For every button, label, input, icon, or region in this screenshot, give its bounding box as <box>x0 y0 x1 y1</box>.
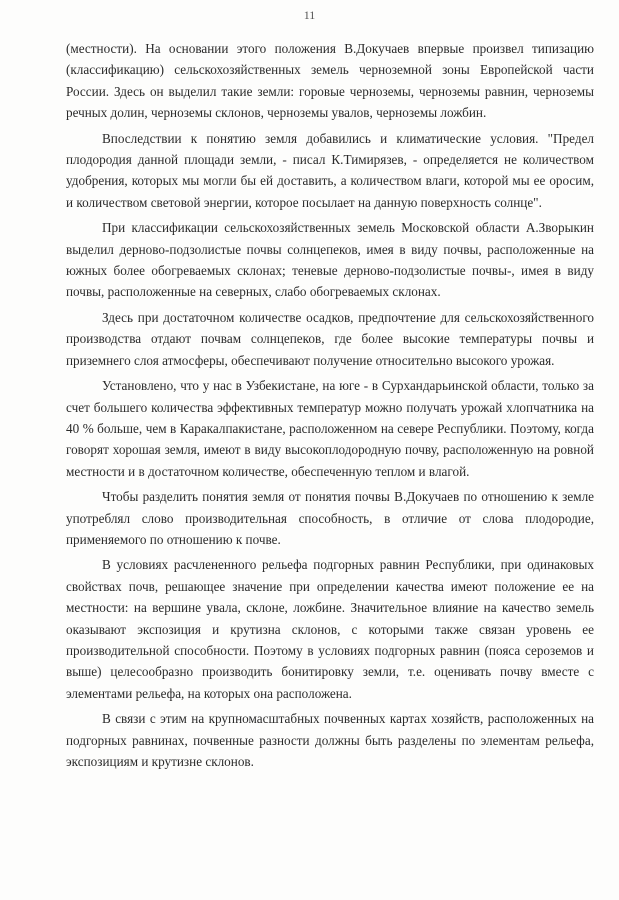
paragraph: В связи с этим на крупномасштабных почвенных картах хозяйств, расположенных на подгорных равнинах, почвенные разности должны быть разделены по элементам рельефа, экспозициям и крутизне склонов. <box>66 711 594 769</box>
page-number: 11 <box>303 8 316 22</box>
paragraph: Установлено, что у нас в Узбекистане, на юге - в Сурхандарьинской области, только за счет большего количества эффективных температур можно получать урожай хлопчатника на 40 % больше, чем в Каракалпакистане, расположенном на севере Республики. Поэтому, когда говорят хорошая земля, имеют в виду высокоплодородную почву, расположенную на ровной местности и в достаточном количестве, обеспеченную теплом и влагой. <box>66 378 594 479</box>
paragraph: (местности). На основании этого положения В.Докучаев впервые произвел типизацию (классификацию) сельскохозяйственных земель черноземной зоны Европейской части России. Здесь он выделил такие земли: горовые черноземы, черноземы равнин, черноземы речных долин, черноземы склонов, черноземы увалов, черноземы ложбин. <box>66 41 594 121</box>
paragraph: Чтобы разделить понятия земля от понятия почвы В.Докучаев по отношению к земле употреблял слово производительная способность, в отличие от слова плодородие, применяемого по отношению к почве. <box>66 489 594 547</box>
paragraph: В условиях расчлененного рельефа подгорных равнин Республики, при одинаковых свойствах почв, решающее значение при определении качества имеют положение ее на местности: на вершине увала, склоне, ложбине. Значительное влияние на качество земель оказывают экспозиция и крутизна склонов, с которыми также связан уровень ее производительной способности. Поэтому в условиях подгорных равнин (пояса сероземов и выше) целесообразно производить бонитировку земли, т.е. оценивать почву вместе с элементами рельефа, на которых она расположена. <box>66 557 594 701</box>
paragraph: Впоследствии к понятию земля добавились и климатические условия. "Предел плодородия данной площади земли, - писал К.Тимирязев, - определяется не количеством удобрения, которых мы могли бы ей доставить, а количеством влаги, которой мы ее оросим, и количеством световой энергии, которое посылает на данную поверхность солнце". <box>66 130 594 210</box>
body-text <box>66 38 594 772</box>
paragraph: При классификации сельскохозяйственных земель Московской области А.Зворыкин выделил дерново-подзолистые почвы солнцепеков, имея в виду почвы, расположенные на южных более обогреваемых склонах; теневые дерново-подзолистые почвы-, имея в виду почвы, расположенные на северных, слабо обогреваемых склонах. <box>66 220 594 300</box>
paragraph: Здесь при достаточном количестве осадков, предпочтение для сельскохозяйственного производства отдают почвам солнцепеков, где более высокие температуры почвы и приземнего слоя атмосферы, обеспечивают получение относительно высокого урожая. <box>66 309 594 368</box>
